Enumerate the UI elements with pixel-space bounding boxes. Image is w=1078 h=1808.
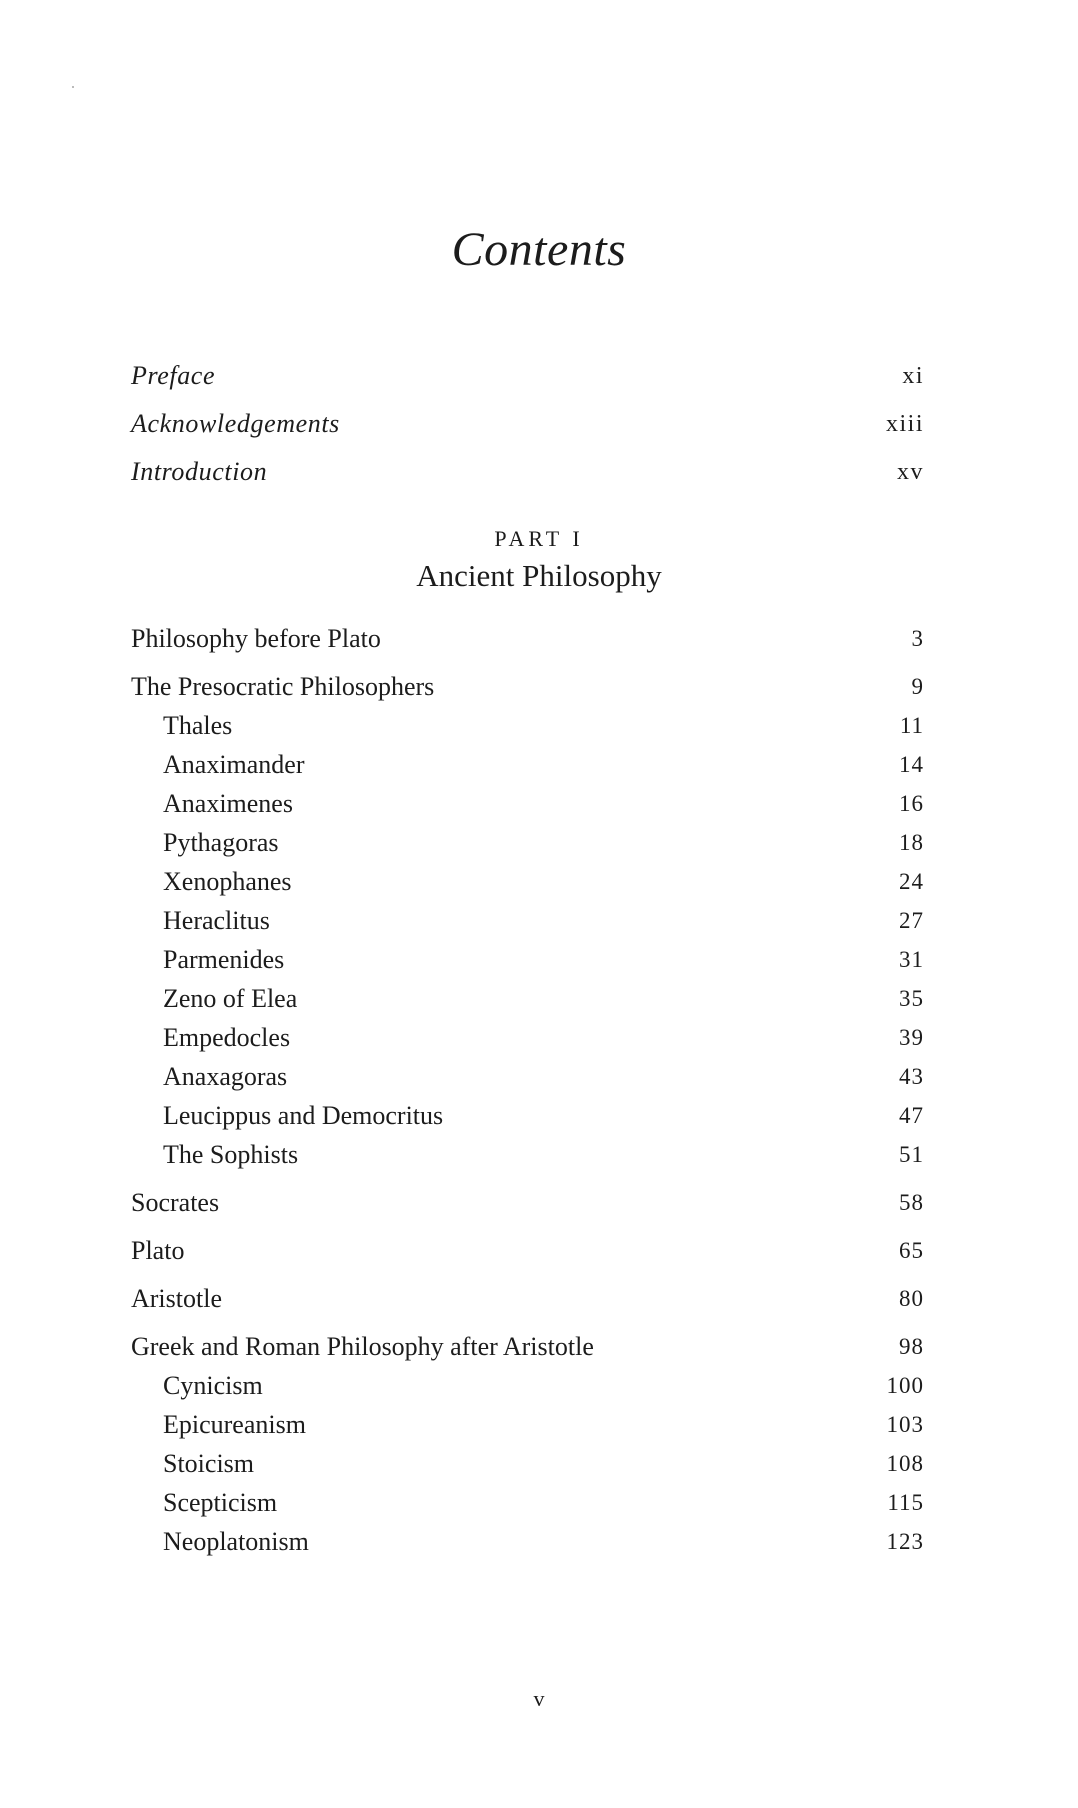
toc-entry-label: Philosophy before Plato [131, 624, 381, 653]
part-title: Ancient Philosophy [416, 558, 662, 593]
toc-entry-page: 9 [911, 674, 924, 699]
toc-entry-page: 31 [899, 947, 924, 972]
toc-entry-page: 11 [899, 713, 924, 738]
toc-entry-page: 51 [899, 1142, 924, 1167]
toc-subentry [131, 862, 924, 902]
toc-entry-page: 24 [899, 869, 924, 894]
toc-entry-page: 100 [886, 1373, 924, 1398]
page-title: Contents [451, 223, 627, 276]
toc-subentry [131, 706, 924, 746]
toc-entry-label: Pythagoras [163, 828, 279, 857]
toc-entry-page: 98 [899, 1334, 924, 1359]
toc-entry-label: The Sophists [163, 1140, 299, 1169]
toc-entry-page: 123 [886, 1529, 924, 1554]
toc-entry-label: Aristotle [131, 1284, 222, 1313]
toc-entry-page: 16 [899, 791, 924, 816]
toc-entry [131, 1327, 924, 1367]
toc-subentry [131, 745, 924, 785]
toc-subentry [131, 784, 924, 824]
toc-entry-page: 108 [886, 1451, 924, 1476]
toc-subentry [131, 979, 924, 1019]
toc-entry-label: Acknowledgements [131, 409, 340, 438]
toc-entry-label: Greek and Roman Philosophy after Aristotle [131, 1332, 594, 1361]
toc-entry-page: 115 [887, 1490, 924, 1515]
toc-entry-label: Anaximenes [163, 789, 293, 818]
toc-entry-page: 65 [899, 1238, 924, 1263]
toc-entry-label: Parmenides [163, 945, 285, 974]
toc-entry-page: 43 [899, 1064, 924, 1089]
toc-entry-label: Stoicism [163, 1449, 255, 1478]
toc-subentry [131, 1366, 924, 1406]
toc-entry-label: Anaximander [163, 750, 305, 779]
toc-subentry [131, 1135, 924, 1175]
toc-entry-page: xv [897, 459, 924, 485]
toc-subentry [131, 1483, 924, 1523]
toc-entry-label: Scepticism [163, 1488, 278, 1517]
toc-entry-introduction [131, 452, 924, 492]
toc-subentry [131, 1096, 924, 1136]
paper-speck [72, 86, 74, 88]
toc-entry-page: 3 [911, 626, 924, 651]
toc-entry-label: Neoplatonism [163, 1527, 309, 1556]
toc-subentry [131, 1057, 924, 1097]
toc-entry-label: Socrates [131, 1188, 220, 1217]
toc-entry-acknowledgements [131, 404, 924, 444]
toc-entry-page: 58 [899, 1190, 924, 1215]
toc-entry-label: Cynicism [163, 1371, 263, 1400]
toc-entry-page: 39 [899, 1025, 924, 1050]
toc-subentry [131, 1522, 924, 1562]
toc-entry [131, 1231, 924, 1271]
part-label: PART I [494, 526, 584, 551]
toc-entry [131, 1183, 924, 1223]
toc-entry-label: Xenophanes [163, 867, 292, 896]
toc-entry-label: Leucippus and Democritus [163, 1101, 444, 1130]
toc-entry-preface [131, 356, 924, 396]
toc-entry-label: Heraclitus [163, 906, 270, 935]
toc-subentry [131, 1018, 924, 1058]
toc-entry-page: 18 [899, 830, 924, 855]
page-number: v [533, 1686, 545, 1711]
toc-entry-page: xi [902, 363, 924, 389]
toc-subentry [131, 901, 924, 941]
toc-entry-label: The Presocratic Philosophers [131, 672, 435, 701]
toc-entry-label: Zeno of Elea [163, 984, 298, 1013]
toc-entry [131, 619, 924, 659]
toc-entry-label: Thales [163, 711, 233, 740]
toc-entry-page: 103 [886, 1412, 924, 1437]
toc-entry-label: Anaxagoras [163, 1062, 288, 1091]
toc-subentry [131, 1405, 924, 1445]
toc-entry-label: Epicureanism [163, 1410, 306, 1439]
toc-subentry [131, 940, 924, 980]
toc-entry-page: 35 [899, 986, 924, 1011]
toc-entry [131, 1279, 924, 1319]
toc-entry-label: Plato [131, 1236, 185, 1265]
toc-entry [131, 667, 924, 707]
toc-subentry [131, 823, 924, 863]
toc-subentry [131, 1444, 924, 1484]
toc-entry-page: 47 [899, 1103, 924, 1128]
toc-entry-label: Introduction [131, 457, 268, 486]
toc-entry-label: Empedocles [163, 1023, 291, 1052]
toc-entry-page: 14 [899, 752, 924, 777]
toc-entry-page: 80 [899, 1286, 924, 1311]
toc-entry-page: xiii [885, 411, 924, 437]
toc-entry-label: Preface [131, 361, 216, 390]
toc-entry-page: 27 [899, 908, 924, 933]
